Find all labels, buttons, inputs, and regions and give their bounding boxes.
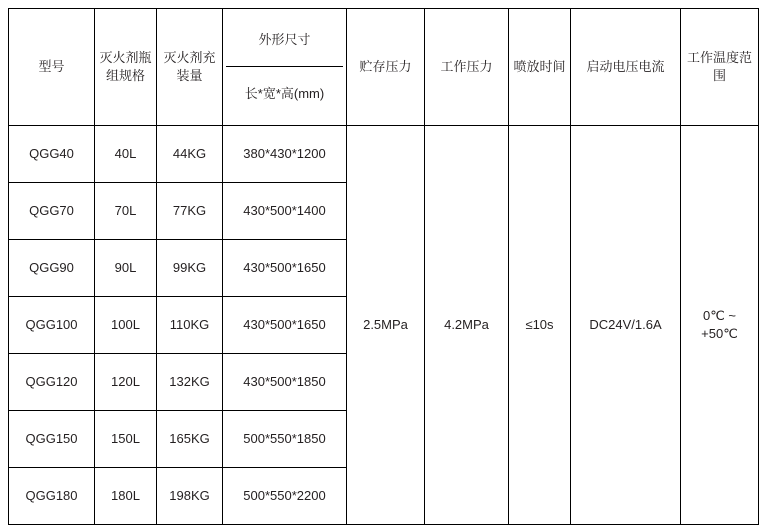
header-dimension-sub: 长*宽*高(mm): [244, 86, 325, 102]
cell-storage-pressure: 2.5MPa: [347, 126, 425, 525]
cell-spec: 180L: [95, 468, 157, 525]
cell-spec: 100L: [95, 297, 157, 354]
fire-extinguisher-spec-table: [8, 8, 759, 525]
cell-dimension: 500*550*2200: [223, 468, 347, 525]
cell-spec: 150L: [95, 411, 157, 468]
cell-dimension: 430*500*1850: [223, 354, 347, 411]
cell-start-voltage-current: DC24V/1.6A: [571, 126, 681, 525]
cell-model: QGG40: [9, 126, 95, 183]
cell-dimension: 430*500*1650: [223, 297, 347, 354]
cell-model: QGG120: [9, 354, 95, 411]
table-body: [9, 126, 759, 525]
header-model: 型号: [9, 9, 95, 126]
header-row: [9, 9, 759, 126]
table-row: [9, 126, 759, 183]
cell-charge: 165KG: [157, 411, 223, 468]
header-temp-range: 工作温度范围: [681, 9, 759, 126]
header-storage-pressure: 贮存压力: [347, 9, 425, 126]
cell-model: QGG180: [9, 468, 95, 525]
cell-model: QGG70: [9, 183, 95, 240]
cell-spec: 70L: [95, 183, 157, 240]
table-header: [9, 9, 759, 126]
cell-dimension: 380*430*1200: [223, 126, 347, 183]
cell-model: QGG150: [9, 411, 95, 468]
cell-model: QGG100: [9, 297, 95, 354]
header-working-pressure: 工作压力: [425, 9, 509, 126]
cell-spec: 90L: [95, 240, 157, 297]
cell-dimension: 430*500*1650: [223, 240, 347, 297]
cell-model: QGG90: [9, 240, 95, 297]
cell-charge: 77KG: [157, 183, 223, 240]
header-dimension: [223, 9, 347, 126]
header-agent-charge: 灭火剂充装量: [157, 9, 223, 126]
cell-charge: 132KG: [157, 354, 223, 411]
cell-temp-range: 0℃ ~ +50℃: [681, 126, 759, 525]
cell-dimension: 500*550*1850: [223, 411, 347, 468]
cell-spray-time: ≤10s: [509, 126, 571, 525]
cell-charge: 110KG: [157, 297, 223, 354]
cell-dimension: 430*500*1400: [223, 183, 347, 240]
header-agent-spec: 灭火剂瓶组规格: [95, 9, 157, 126]
cell-working-pressure: 4.2MPa: [425, 126, 509, 525]
cell-spec: 120L: [95, 354, 157, 411]
header-spray-time: 喷放时间: [509, 9, 571, 126]
cell-spec: 40L: [95, 126, 157, 183]
cell-charge: 198KG: [157, 468, 223, 525]
header-dimension-title: 外形尺寸: [226, 13, 343, 67]
cell-charge: 99KG: [157, 240, 223, 297]
header-start-voltage-current: 启动电压电流: [571, 9, 681, 126]
cell-charge: 44KG: [157, 126, 223, 183]
